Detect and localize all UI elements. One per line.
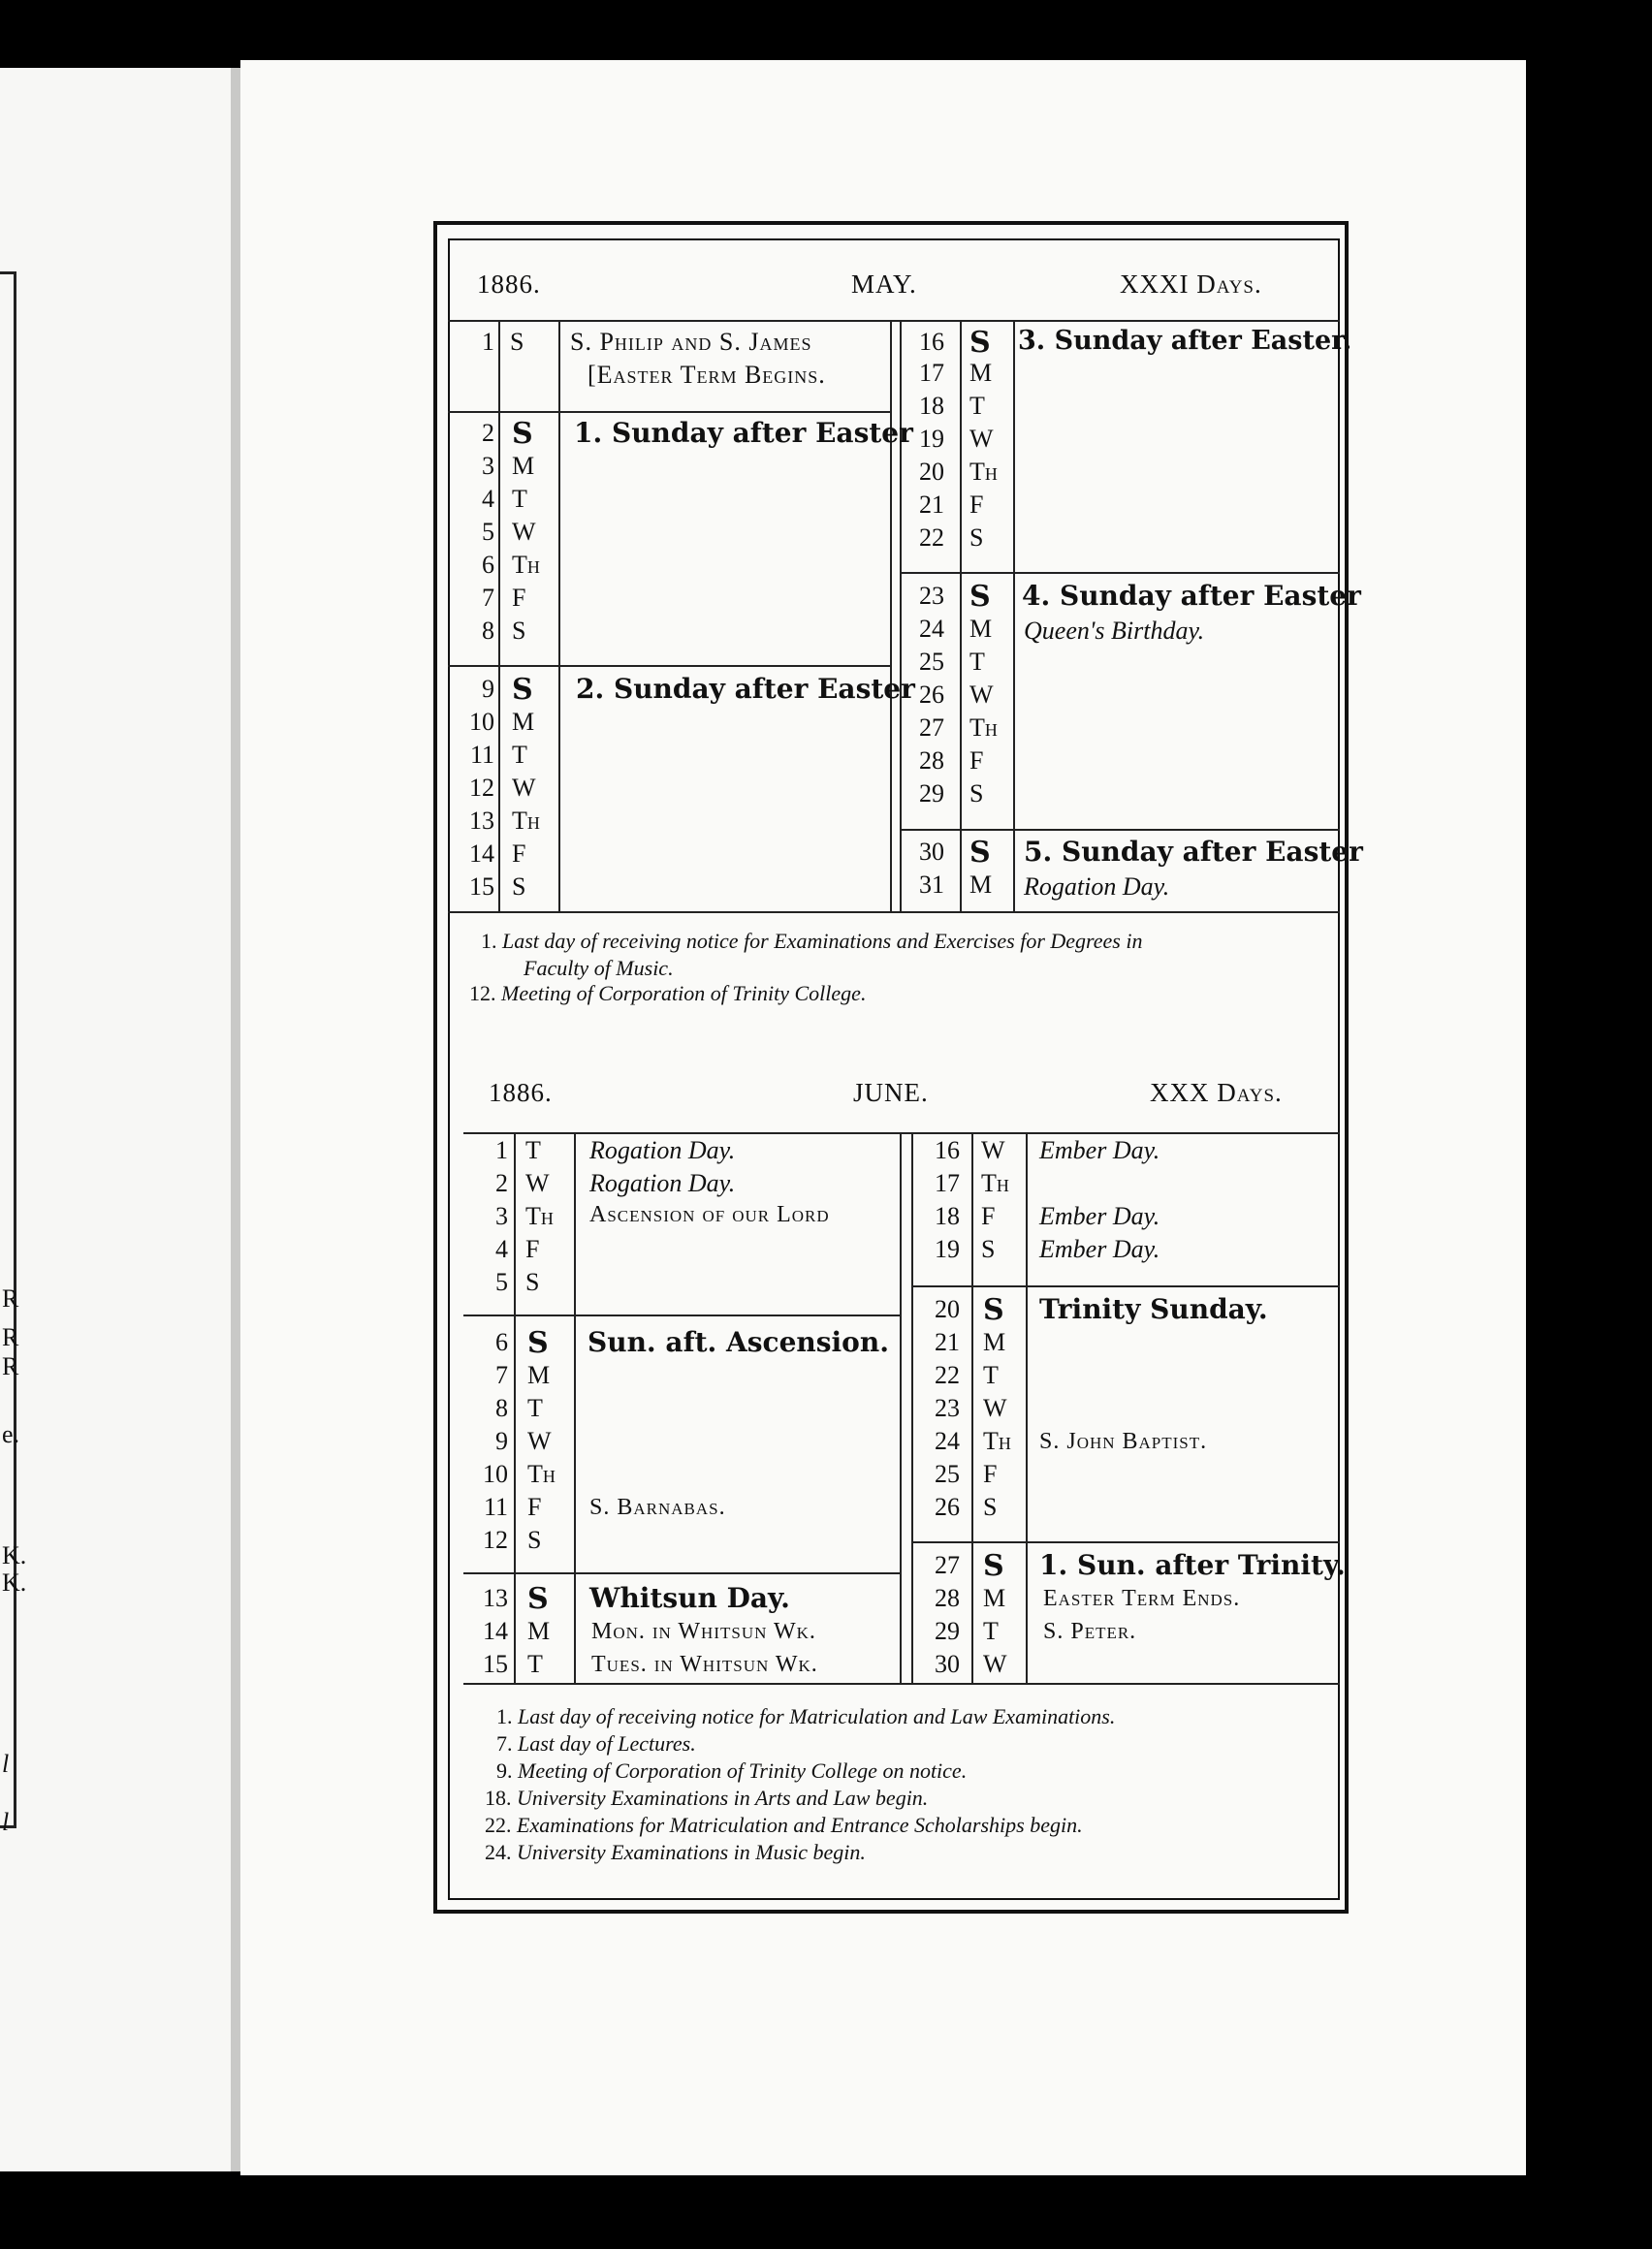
- weekday-letter: W: [981, 1136, 1005, 1164]
- weekday-letter: S: [983, 1293, 1004, 1327]
- may-note: 1. Last day of receiving notice for Examinations and Exercises for Degrees in: [481, 929, 1143, 953]
- day-number: 19: [935, 1235, 960, 1263]
- weekday-letter: F: [969, 746, 984, 775]
- june-col-rule: [911, 1132, 913, 1683]
- june-event: Ember Day.: [1039, 1202, 1160, 1230]
- may-event: 3. Sunday after Easter.: [1018, 326, 1352, 356]
- june-note: 18. University Examinations in Arts and Law begin.: [485, 1786, 929, 1810]
- day-number: 9: [495, 1427, 508, 1455]
- left-fragment-text: R: [2, 1352, 19, 1380]
- day-number: 31: [919, 871, 944, 899]
- may-event: Rogation Day.: [1024, 872, 1170, 901]
- left-fragment-text: R: [2, 1284, 19, 1313]
- weekday-letter: S: [983, 1493, 998, 1521]
- weekday-letter: W: [527, 1427, 552, 1455]
- june-event: Ember Day.: [1039, 1235, 1160, 1263]
- june-col-rule: [971, 1132, 973, 1683]
- weekday-letter: W: [969, 425, 994, 453]
- weekday-letter: F: [969, 491, 984, 519]
- day-number: 4: [482, 485, 494, 513]
- weekday-letter: S: [512, 673, 533, 707]
- day-number: 24: [935, 1427, 960, 1455]
- day-number: 17: [919, 359, 944, 387]
- weekday-letter: W: [983, 1394, 1007, 1422]
- weekday-letter: S: [969, 580, 991, 614]
- may-event: S. Philip and S. James: [570, 328, 812, 356]
- day-number: 9: [482, 675, 494, 703]
- june-event: Rogation Day.: [589, 1169, 736, 1197]
- may-note: Faculty of Music.: [524, 956, 674, 980]
- june-event: Sun. aft. Ascension.: [588, 1326, 889, 1358]
- day-number: 2: [495, 1169, 508, 1197]
- left-fragment-text: K.: [2, 1568, 27, 1597]
- june-table-bottom-rule: [463, 1683, 1340, 1685]
- weekday-letter: W: [983, 1650, 1007, 1678]
- day-number: 13: [469, 807, 494, 835]
- weekday-letter: S: [969, 779, 984, 808]
- day-number: 10: [483, 1460, 508, 1488]
- day-number: 7: [495, 1361, 508, 1389]
- weekday-letter: Th: [981, 1169, 1009, 1197]
- day-number: 28: [919, 746, 944, 775]
- june-week-rule: [463, 1572, 900, 1574]
- weekday-letter: Th: [527, 1460, 556, 1488]
- left-page-fragment: [0, 68, 238, 2171]
- day-number: 6: [495, 1328, 508, 1356]
- weekday-letter: S: [527, 1582, 549, 1616]
- left-fragment-text: R: [2, 1323, 19, 1351]
- weekday-letter: T: [969, 648, 985, 676]
- day-number: 30: [919, 838, 944, 866]
- day-number: 30: [935, 1650, 960, 1678]
- day-number: 5: [482, 518, 494, 546]
- june-days-count: XXX Days.: [1150, 1078, 1283, 1107]
- june-event: Tues. in Whitsun Wk.: [591, 1652, 818, 1677]
- may-event: [Easter Term Begins.: [588, 361, 826, 389]
- may-col-rule: [498, 320, 500, 911]
- weekday-letter: T: [983, 1361, 999, 1389]
- day-number: 1: [495, 1136, 508, 1164]
- may-event: 4. Sunday after Easter: [1022, 580, 1361, 612]
- may-days-count: XXXI Days.: [1120, 269, 1262, 299]
- may-event: 2. Sunday after Easter: [576, 673, 915, 705]
- june-note: 7. Last day of Lectures.: [496, 1731, 696, 1756]
- june-event: Rogation Day.: [589, 1136, 736, 1164]
- day-number: 16: [919, 328, 944, 356]
- left-fragment-text: K.: [2, 1541, 27, 1569]
- day-number: 15: [483, 1650, 508, 1678]
- day-number: 11: [483, 1493, 508, 1521]
- may-event: 1. Sunday after Easter: [574, 417, 913, 449]
- weekday-letter: T: [512, 485, 527, 513]
- day-number: 13: [483, 1584, 508, 1612]
- may-table-bottom-rule: [448, 911, 1340, 913]
- left-fragment-text: l: [2, 1808, 10, 1836]
- weekday-letter: Th: [525, 1202, 554, 1230]
- may-col-rule: [890, 320, 892, 911]
- day-number: 25: [919, 648, 944, 676]
- weekday-letter: F: [983, 1460, 998, 1488]
- weekday-letter: T: [525, 1136, 541, 1164]
- day-number: 14: [483, 1617, 508, 1645]
- weekday-letter: S: [981, 1235, 996, 1263]
- weekday-letter: F: [512, 584, 526, 612]
- day-number: 17: [935, 1169, 960, 1197]
- day-number: 5: [495, 1268, 508, 1296]
- june-note: 1. Last day of receiving notice for Matriculation and Law Examinations.: [496, 1704, 1116, 1728]
- day-number: 10: [469, 708, 494, 736]
- june-event: S. Barnabas.: [589, 1495, 726, 1520]
- weekday-letter: M: [512, 708, 535, 736]
- june-month-title: JUNE.: [853, 1078, 929, 1107]
- may-col-rule: [960, 320, 962, 911]
- may-week-rule: [900, 572, 1340, 574]
- calendar-inner-frame: [448, 238, 1340, 1900]
- day-number: 21: [919, 491, 944, 519]
- may-year: 1886.: [477, 269, 541, 299]
- day-number: 15: [469, 872, 494, 901]
- weekday-letter: T: [512, 741, 527, 769]
- left-fragment-text: l: [2, 1750, 10, 1778]
- june-week-rule: [911, 1285, 1340, 1287]
- june-col-rule: [574, 1132, 576, 1683]
- weekday-letter: T: [969, 392, 985, 420]
- weekday-letter: Th: [969, 713, 998, 742]
- weekday-letter: S: [512, 417, 533, 451]
- day-number: 3: [482, 452, 494, 480]
- weekday-letter: Th: [512, 807, 540, 835]
- weekday-letter: S: [969, 523, 984, 552]
- weekday-letter: T: [527, 1394, 543, 1422]
- day-number: 22: [919, 523, 944, 552]
- weekday-letter: S: [983, 1549, 1004, 1583]
- weekday-letter: F: [527, 1493, 542, 1521]
- june-event: Easter Term Ends.: [1043, 1586, 1241, 1611]
- weekday-letter: S: [969, 836, 991, 870]
- weekday-letter: F: [525, 1235, 540, 1263]
- may-event: 5. Sunday after Easter: [1024, 836, 1363, 868]
- weekday-letter: Th: [969, 458, 998, 486]
- day-number: 27: [935, 1551, 960, 1579]
- june-event: S. John Baptist.: [1039, 1429, 1208, 1454]
- day-number: 25: [935, 1460, 960, 1488]
- weekday-letter: M: [969, 871, 993, 899]
- day-number: 20: [935, 1295, 960, 1323]
- may-week-rule: [448, 411, 890, 413]
- day-number: 18: [935, 1202, 960, 1230]
- day-number: 11: [469, 741, 494, 769]
- may-col-rule: [1013, 320, 1015, 911]
- day-number: 16: [935, 1136, 960, 1164]
- weekday-letter: T: [983, 1617, 999, 1645]
- weekday-letter: W: [512, 774, 536, 802]
- day-number: 12: [469, 774, 494, 802]
- day-number: 28: [935, 1584, 960, 1612]
- day-number: 8: [482, 617, 494, 645]
- weekday-letter: F: [512, 839, 526, 868]
- weekday-letter: S: [969, 326, 991, 360]
- weekday-letter: Th: [983, 1427, 1011, 1455]
- scan-border-bottom: [0, 2170, 1652, 2249]
- day-number: 23: [935, 1394, 960, 1422]
- day-number: 26: [919, 681, 944, 709]
- june-note: 22. Examinations for Matriculation and Entrance Scholarships begin.: [485, 1813, 1083, 1837]
- day-number: 12: [483, 1526, 508, 1554]
- day-number: 4: [495, 1235, 508, 1263]
- day-number: 27: [919, 713, 944, 742]
- weekday-letter: S: [512, 617, 526, 645]
- weekday-letter: Th: [512, 551, 540, 579]
- june-col-rule: [900, 1132, 902, 1683]
- june-week-rule: [463, 1315, 900, 1316]
- june-week-rule: [911, 1541, 1340, 1543]
- weekday-letter: W: [512, 518, 536, 546]
- weekday-letter: M: [527, 1617, 551, 1645]
- may-week-rule: [448, 665, 890, 667]
- june-event: Trinity Sunday.: [1039, 1293, 1268, 1325]
- may-col-rule: [558, 320, 560, 911]
- weekday-letter: M: [969, 359, 993, 387]
- day-number: 21: [935, 1328, 960, 1356]
- day-number: 29: [935, 1617, 960, 1645]
- day-number: 7: [482, 584, 494, 612]
- june-event: Ember Day.: [1039, 1136, 1160, 1164]
- june-col-rule: [514, 1132, 516, 1683]
- weekday-letter: W: [525, 1169, 550, 1197]
- may-note: 12. Meeting of Corporation of Trinity College.: [469, 981, 867, 1005]
- weekday-letter: S: [510, 328, 524, 356]
- june-note: 24. University Examinations in Music begin.: [485, 1840, 866, 1864]
- june-note: 9. Meeting of Corporation of Trinity College on notice.: [496, 1758, 968, 1783]
- day-number: 6: [482, 551, 494, 579]
- day-number: 24: [919, 615, 944, 643]
- weekday-letter: T: [527, 1650, 543, 1678]
- june-header-rule: [463, 1132, 1340, 1134]
- day-number: 2: [482, 419, 494, 447]
- weekday-letter: M: [983, 1328, 1006, 1356]
- day-number: 14: [469, 839, 494, 868]
- weekday-letter: S: [527, 1326, 549, 1360]
- weekday-letter: M: [983, 1584, 1006, 1612]
- day-number: 22: [935, 1361, 960, 1389]
- weekday-letter: F: [981, 1202, 996, 1230]
- day-number: 20: [919, 458, 944, 486]
- day-number: 19: [919, 425, 944, 453]
- june-event: Whitsun Day.: [589, 1582, 790, 1614]
- may-header-rule: [448, 320, 1340, 322]
- may-event: Queen's Birthday.: [1024, 617, 1205, 645]
- june-year: 1886.: [489, 1078, 553, 1107]
- weekday-letter: S: [525, 1268, 540, 1296]
- weekday-letter: M: [512, 452, 535, 480]
- left-fragment-text: e.: [2, 1420, 20, 1448]
- day-number: 29: [919, 779, 944, 808]
- june-event: Mon. in Whitsun Wk.: [591, 1619, 816, 1644]
- weekday-letter: M: [969, 615, 993, 643]
- may-month-title: MAY.: [851, 269, 917, 299]
- day-number: 23: [919, 582, 944, 610]
- weekday-letter: M: [527, 1361, 551, 1389]
- day-number: 3: [495, 1202, 508, 1230]
- day-number: 8: [495, 1394, 508, 1422]
- day-number: 26: [935, 1493, 960, 1521]
- june-event: S. Peter.: [1043, 1619, 1137, 1644]
- june-col-rule: [1026, 1132, 1028, 1683]
- may-week-rule: [900, 829, 1340, 831]
- scan-border-right: [1524, 0, 1652, 2249]
- june-event: 1. Sun. after Trinity.: [1039, 1549, 1346, 1581]
- june-event: Ascension of our Lord: [589, 1202, 830, 1227]
- weekday-letter: S: [527, 1526, 542, 1554]
- weekday-letter: S: [512, 872, 526, 901]
- day-number: 1: [482, 328, 494, 356]
- day-number: 18: [919, 392, 944, 420]
- weekday-letter: W: [969, 681, 994, 709]
